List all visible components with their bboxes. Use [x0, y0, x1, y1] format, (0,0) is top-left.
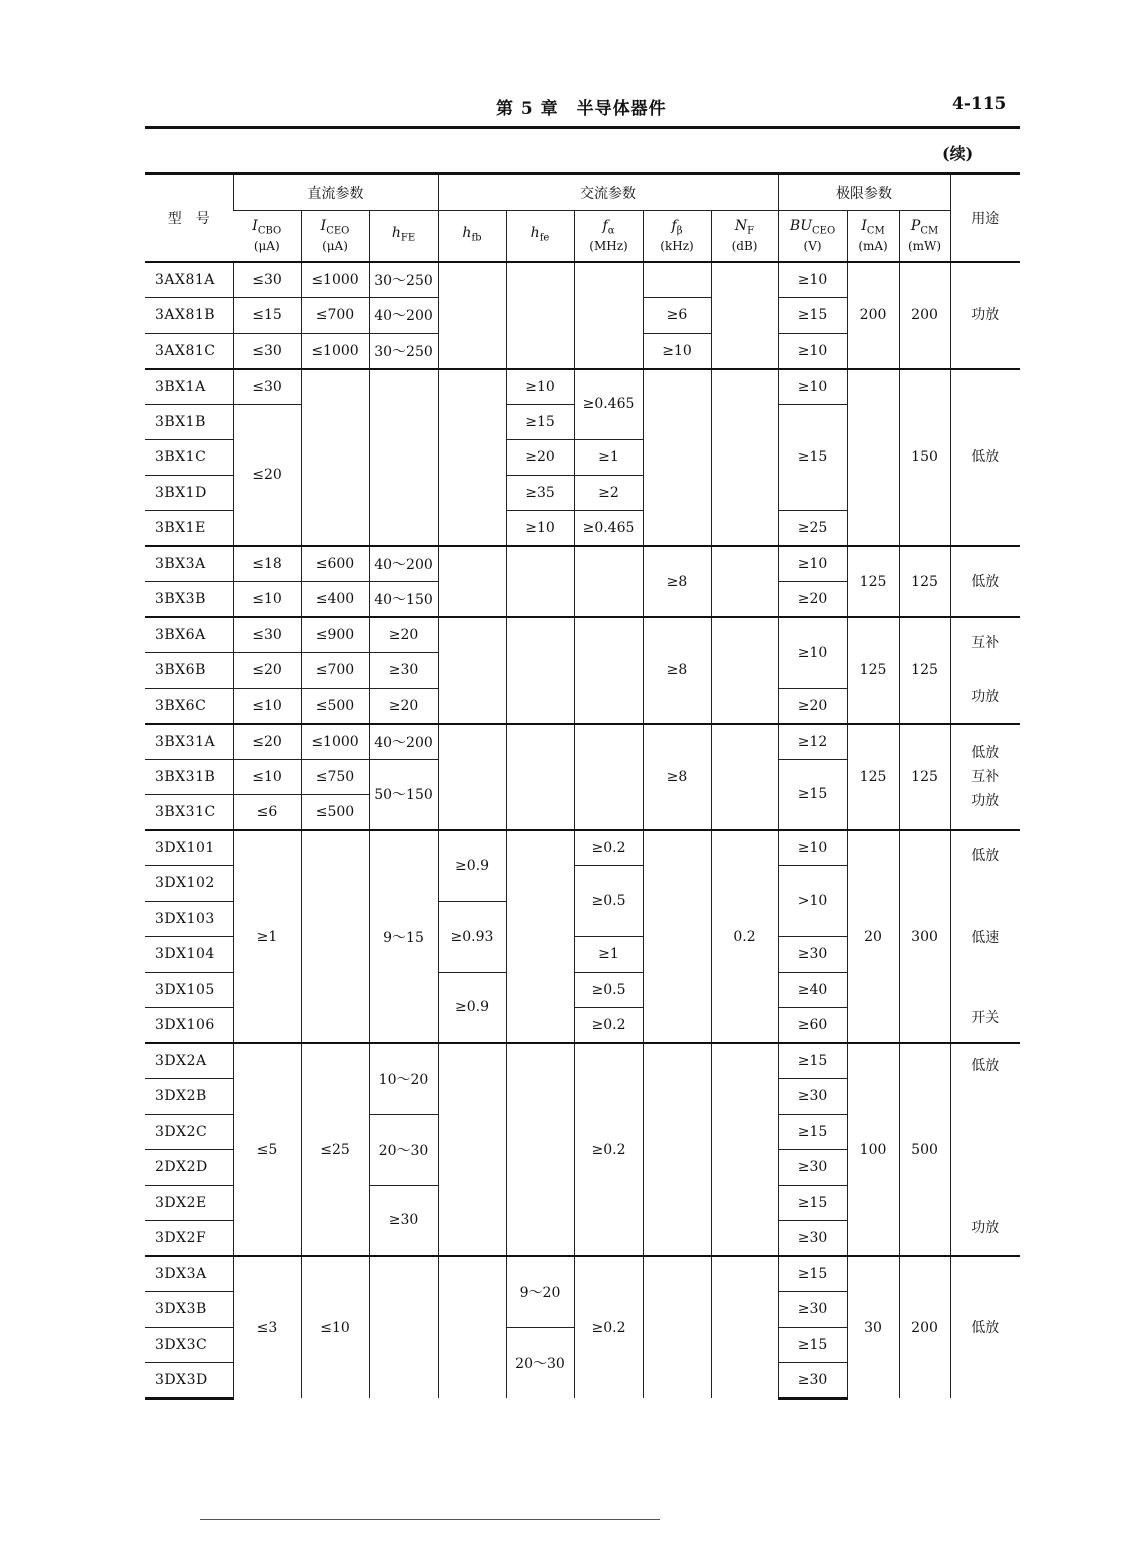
hfb-cell: ≥0.9: [438, 972, 506, 1043]
model-cell: 3BX3A: [145, 546, 233, 582]
use-cell: [950, 617, 1020, 724]
header-dc-params: 直流参数: [233, 174, 438, 211]
header-hfe: $h_{FE}$: [369, 211, 438, 263]
bu-ceo-cell: ≥20: [778, 688, 847, 724]
use-line: 低放: [971, 847, 1000, 864]
model-cell: 3DX3C: [145, 1327, 233, 1363]
use-cell: 低放: [950, 546, 1020, 617]
transistor-spec-table: [145, 172, 1020, 1400]
f-alpha-cell: ≥0.2: [574, 1008, 643, 1044]
bu-ceo-cell: ≥30: [778, 1292, 847, 1328]
icbo-cell: ≤20: [233, 404, 301, 546]
f-beta-cell: [643, 369, 711, 547]
model-cell: 3DX106: [145, 1008, 233, 1044]
chapter-title: 第 5 章 半导体器件: [496, 99, 667, 119]
icbo-cell: ≤10: [233, 582, 301, 618]
hfb-cell: [438, 1043, 506, 1256]
icbo-cell: ≤6: [233, 795, 301, 831]
hfe-ac-cell: 20～30: [506, 1327, 574, 1398]
iceo-cell: ≤400: [301, 582, 369, 618]
model-cell: 3DX3B: [145, 1292, 233, 1328]
hfe-ac-cell: [506, 1043, 574, 1256]
header-hfe-ac: $h_{fe}$: [506, 211, 574, 263]
icm-cell: 125: [847, 724, 899, 831]
icbo-cell: ≤30: [233, 333, 301, 369]
bu-ceo-cell: ≥15: [778, 759, 847, 830]
table-row: [145, 1256, 1020, 1292]
nf-cell: [711, 724, 778, 831]
header-ac-params: 交流参数: [438, 174, 778, 211]
f-alpha-cell: ≥1: [574, 440, 643, 476]
hfe-cell: 20～30: [369, 1114, 438, 1185]
hfe-ac-cell: ≥35: [506, 475, 574, 511]
f-alpha-cell: [574, 617, 643, 724]
hfe-ac-cell: [506, 830, 574, 1043]
nf-cell: [711, 1043, 778, 1256]
nf-cell: [711, 369, 778, 547]
hfe-cell: ≥30: [369, 653, 438, 689]
model-cell: 3DX2E: [145, 1185, 233, 1221]
f-alpha-cell: ≥0.5: [574, 866, 643, 937]
bu-ceo-cell: ≥30: [778, 1079, 847, 1115]
hfb-cell: ≥0.9: [438, 830, 506, 901]
footer-scan-line: [200, 1519, 660, 1520]
bu-ceo-cell: ≥15: [778, 1256, 847, 1292]
model-cell: 3DX103: [145, 901, 233, 937]
f-alpha-cell: [574, 262, 643, 369]
nf-cell: [711, 617, 778, 724]
model-cell: 3DX102: [145, 866, 233, 902]
model-cell: 3BX1C: [145, 440, 233, 476]
pcm-cell: 125: [899, 546, 950, 617]
f-beta-cell: ≥8: [643, 724, 711, 831]
model-cell: 3BX6B: [145, 653, 233, 689]
hfb-cell: [438, 262, 506, 369]
f-alpha-cell: ≥0.465: [574, 511, 643, 547]
hfe-cell: [369, 1256, 438, 1398]
icm-cell: 20: [847, 830, 899, 1043]
icbo-cell: ≤20: [233, 653, 301, 689]
iceo-cell: ≤500: [301, 688, 369, 724]
hfe-cell: 40～200: [369, 546, 438, 582]
table-row: [145, 262, 1020, 298]
use-line: 开关: [971, 1009, 1000, 1026]
model-cell: 3BX1B: [145, 404, 233, 440]
hfe-ac-cell: [506, 617, 574, 724]
hfe-cell: 50～150: [369, 759, 438, 830]
model-cell: 2DX2D: [145, 1150, 233, 1186]
bu-ceo-cell: ≥60: [778, 1008, 847, 1044]
model-cell: 3DX3D: [145, 1363, 233, 1399]
f-alpha-cell: ≥0.2: [574, 830, 643, 866]
header-icbo: $I_{CBO}$ (μA): [233, 211, 301, 263]
hfe-cell: ≥20: [369, 688, 438, 724]
model-cell: 3BX31B: [145, 759, 233, 795]
use-cell: 低放: [950, 1256, 1020, 1398]
header-f-alpha: $f_\alpha$ (MHz): [574, 211, 643, 263]
f-beta-cell: [643, 830, 711, 1043]
f-alpha-cell: ≥2: [574, 475, 643, 511]
pcm-cell: 125: [899, 617, 950, 724]
f-beta-cell: ≥6: [643, 298, 711, 334]
iceo-cell: ≤700: [301, 298, 369, 334]
model-cell: 3BX1A: [145, 369, 233, 405]
bu-ceo-cell: ≥15: [778, 404, 847, 511]
table-row: [145, 369, 1020, 405]
use-line: 功放: [971, 689, 1000, 706]
header-limit-params: 极限参数: [778, 174, 950, 211]
hfe-cell: 9～15: [369, 830, 438, 1043]
nf-cell: 0.2: [711, 830, 778, 1043]
pcm-cell: 200: [899, 262, 950, 369]
header-pcm: $P_{CM}$ (mW): [899, 211, 950, 263]
icbo-cell: ≤30: [233, 617, 301, 653]
header-model: 型 号: [145, 174, 233, 263]
bu-ceo-cell: ≥12: [778, 724, 847, 760]
icm-cell: [847, 369, 899, 547]
nf-cell: [711, 1256, 778, 1398]
table-row: [145, 724, 1020, 760]
model-cell: 3DX105: [145, 972, 233, 1008]
bu-ceo-cell: ≥20: [778, 582, 847, 618]
model-cell: 3DX104: [145, 937, 233, 973]
hfe-ac-cell: ≥10: [506, 369, 574, 405]
f-alpha-cell: [574, 546, 643, 617]
bu-ceo-cell: ≥15: [778, 1043, 847, 1079]
header-bu-ceo: $BU_{CEO}$ (V): [778, 211, 847, 263]
hfe-cell: [369, 369, 438, 547]
use-line: 低速: [971, 929, 1000, 946]
f-beta-cell: [643, 262, 711, 298]
model-cell: 3BX1D: [145, 475, 233, 511]
use-line: 功放: [971, 792, 1000, 809]
pcm-cell: 500: [899, 1043, 950, 1256]
icm-cell: 125: [847, 617, 899, 724]
use-cell: [950, 1043, 1020, 1256]
bu-ceo-cell: >10: [778, 866, 847, 937]
hfe-ac-cell: [506, 262, 574, 369]
icbo-cell: ≤3: [233, 1256, 301, 1398]
hfb-cell: [438, 546, 506, 617]
icm-cell: 100: [847, 1043, 899, 1256]
bu-ceo-cell: ≥40: [778, 972, 847, 1008]
header-f-beta: $f_\beta$ (kHz): [643, 211, 711, 263]
hfe-cell: 40～200: [369, 298, 438, 334]
continued-label: (续): [942, 144, 974, 163]
model-cell: 3DX101: [145, 830, 233, 866]
model-cell: 3DX2B: [145, 1079, 233, 1115]
hfe-ac-cell: ≥15: [506, 404, 574, 440]
icm-cell: 30: [847, 1256, 899, 1398]
iceo-cell: ≤500: [301, 795, 369, 831]
bu-ceo-cell: ≥30: [778, 1363, 847, 1399]
model-cell: 3AX81A: [145, 262, 233, 298]
hfe-cell: 30～250: [369, 333, 438, 369]
iceo-cell: ≤1000: [301, 724, 369, 760]
model-cell: 3BX31A: [145, 724, 233, 760]
use-line: 低放: [971, 744, 1000, 761]
hfe-ac-cell: 9～20: [506, 1256, 574, 1327]
model-cell: 3BX3B: [145, 582, 233, 618]
header-hfb: $h_{fb}$: [438, 211, 506, 263]
bu-ceo-cell: ≥10: [778, 830, 847, 866]
bu-ceo-cell: ≥30: [778, 1150, 847, 1186]
iceo-cell: [301, 369, 369, 547]
f-beta-cell: ≥8: [643, 546, 711, 617]
f-alpha-cell: [574, 724, 643, 831]
bu-ceo-cell: ≥25: [778, 511, 847, 547]
use-cell: [950, 724, 1020, 831]
f-alpha-cell: ≥0.2: [574, 1256, 643, 1398]
pcm-cell: 150: [899, 369, 950, 547]
hfe-ac-cell: [506, 724, 574, 831]
hfe-cell: 30～250: [369, 262, 438, 298]
f-alpha-cell: ≥1: [574, 937, 643, 973]
iceo-cell: ≤25: [301, 1043, 369, 1256]
hfb-cell: [438, 724, 506, 831]
icbo-cell: ≤20: [233, 724, 301, 760]
bu-ceo-cell: ≥30: [778, 937, 847, 973]
f-beta-cell: [643, 1256, 711, 1398]
f-alpha-cell: ≥0.2: [574, 1043, 643, 1256]
iceo-cell: ≤750: [301, 759, 369, 795]
bu-ceo-cell: ≥15: [778, 1327, 847, 1363]
icbo-cell: ≤30: [233, 369, 301, 405]
bu-ceo-cell: ≥15: [778, 1114, 847, 1150]
model-cell: 3AX81C: [145, 333, 233, 369]
hfe-ac-cell: [506, 546, 574, 617]
bu-ceo-cell: ≥10: [778, 546, 847, 582]
bu-ceo-cell: ≥15: [778, 298, 847, 334]
use-cell: 低放: [950, 369, 1020, 547]
bu-ceo-cell: ≥10: [778, 333, 847, 369]
model-cell: 3DX2C: [145, 1114, 233, 1150]
hfe-cell: 40～150: [369, 582, 438, 618]
hfe-cell: 40～200: [369, 724, 438, 760]
model-cell: 3BX1E: [145, 511, 233, 547]
hfe-cell: ≥30: [369, 1185, 438, 1256]
page-number: 4-115: [952, 94, 1007, 114]
use-cell: 功放: [950, 262, 1020, 369]
bu-ceo-cell: ≥15: [778, 1185, 847, 1221]
use-line: 互补: [971, 635, 1000, 652]
icbo-cell: ≤10: [233, 688, 301, 724]
icbo-cell: ≥1: [233, 830, 301, 1043]
hfe-ac-cell: ≥10: [506, 511, 574, 547]
pcm-cell: 200: [899, 1256, 950, 1398]
pcm-cell: 125: [899, 724, 950, 831]
iceo-cell: ≤1000: [301, 262, 369, 298]
use-line: 低放: [971, 1058, 1000, 1074]
f-beta-cell: [643, 1043, 711, 1256]
header-nf: $N_F$ (dB): [711, 211, 778, 263]
header-icm: $I_{CM}$ (mA): [847, 211, 899, 263]
icm-cell: 200: [847, 262, 899, 369]
icbo-cell: ≤10: [233, 759, 301, 795]
header-iceo: $I_{CEO}$ (μA): [301, 211, 369, 263]
f-beta-cell: ≥10: [643, 333, 711, 369]
bu-ceo-cell: ≥30: [778, 1221, 847, 1257]
use-cell: [950, 830, 1020, 1043]
iceo-cell: [301, 830, 369, 1043]
use-line: 互补: [971, 768, 1000, 785]
icbo-cell: ≤30: [233, 262, 301, 298]
model-cell: 3AX81B: [145, 298, 233, 334]
header-rule: [145, 126, 1020, 129]
table-row: [145, 617, 1020, 653]
hfb-cell: ≥0.93: [438, 901, 506, 972]
table-row: [145, 830, 1020, 866]
table-row: [145, 546, 1020, 582]
model-cell: 3DX2A: [145, 1043, 233, 1079]
bu-ceo-cell: ≥10: [778, 369, 847, 405]
iceo-cell: ≤1000: [301, 333, 369, 369]
hfb-cell: [438, 617, 506, 724]
hfe-ac-cell: ≥20: [506, 440, 574, 476]
icm-cell: 125: [847, 546, 899, 617]
model-cell: 3DX2F: [145, 1221, 233, 1257]
nf-cell: [711, 546, 778, 617]
hfb-cell: [438, 369, 506, 547]
f-alpha-cell: ≥0.5: [574, 972, 643, 1008]
table-row: [145, 1043, 1020, 1079]
bu-ceo-cell: ≥10: [778, 617, 847, 688]
bu-ceo-cell: ≥10: [778, 262, 847, 298]
f-alpha-cell: ≥0.465: [574, 369, 643, 440]
model-cell: 3BX31C: [145, 795, 233, 831]
pcm-cell: 300: [899, 830, 950, 1043]
hfb-cell: [438, 1256, 506, 1398]
model-cell: 3BX6C: [145, 688, 233, 724]
iceo-cell: ≤10: [301, 1256, 369, 1398]
header-use: 用途: [950, 174, 1020, 263]
icbo-cell: ≤15: [233, 298, 301, 334]
nf-cell: [711, 262, 778, 369]
model-cell: 3BX6A: [145, 617, 233, 653]
f-beta-cell: ≥8: [643, 617, 711, 724]
icbo-cell: ≤5: [233, 1043, 301, 1256]
iceo-cell: ≤700: [301, 653, 369, 689]
iceo-cell: ≤600: [301, 546, 369, 582]
model-cell: 3DX3A: [145, 1256, 233, 1292]
iceo-cell: ≤900: [301, 617, 369, 653]
hfe-cell: ≥20: [369, 617, 438, 653]
use-line: 功放: [971, 1220, 1000, 1236]
icbo-cell: ≤18: [233, 546, 301, 582]
hfe-cell: 10～20: [369, 1043, 438, 1114]
